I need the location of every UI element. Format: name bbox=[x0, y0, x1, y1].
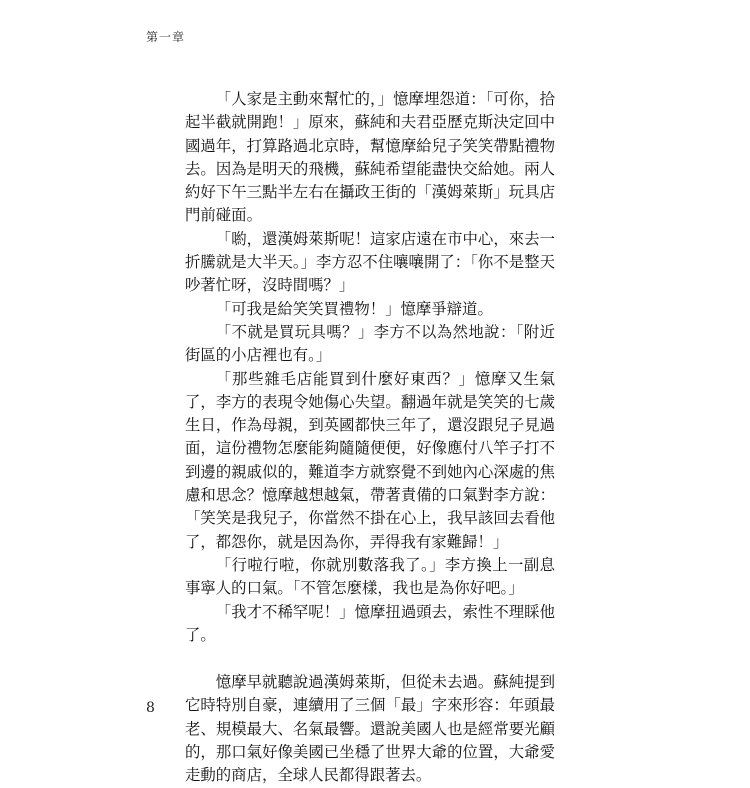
paragraph: 「不就是買玩具嗎？」李方不以為然地說：「附近街區的小店裡也有。」 bbox=[185, 322, 555, 365]
paragraph: 「可我是給笑笑買禮物！」憶摩爭辯道。 bbox=[215, 299, 493, 318]
paragraph: 「我才不稀罕呢！」憶摩扭過頭去，索性不理睬他了。 bbox=[185, 602, 555, 644]
paragraph: 憶摩早就聽說過漢姆萊斯，但從未去過。蘇純提到它時特別自豪，連續用了三個「最」字來形容：年頭最老、規模最大、名氣最響。還說美國人也是經常要光顧的，那口氣好像美國已坐穩了世界大爺的位置，大爺愛走動的商店，全球人民都得跟著去。 bbox=[185, 673, 555, 785]
paragraph: 「人家是主動來幫忙的，」憶摩埋怨道：「可你，拾起半截就開跑！」原來，蘇純和夫君亞歷克斯決定回中國過年，打算路過北京時，幫憶摩給兒子笑笑帶點禮物去。因為是明天的飛機，蘇純希望能盡快交給她。兩人約好下午三點半左右在攝政王街的「漢姆萊斯」玩具店門前碰面。 bbox=[185, 90, 555, 225]
paragraph: 「喲，還漢姆萊斯呢！這家店遠在市中心，來去一折騰就是大半天。」李方忍不住嚷嚷開了：「你不是整天吵著忙呀，沒時間嗎？」 bbox=[185, 229, 555, 295]
paragraph: 「那些雜毛店能買到什麼好東西？」憶摩又生氣了，李方的表現令她傷心失望。翻過年就是笑笑的七歲生日，作為母親，到英國都快三年了，還沒跟兒子見過面，這份禮物怎麼能夠隨隨便便，好像應付八竿子打不到邊的親戚似的，難道李方就察覺不到她內心深處的焦慮和思念？憶摩越想越氣，帶著責備的口氣對李方說：「笑笑是我兒子，你當然不掛在心上，我早該回去看他了，都怨你，就是因為你，弄得我有家難歸！」 bbox=[185, 369, 555, 551]
paragraph: 「行啦行啦，你就別數落我了。」李方換上一副息事寧人的口氣。「不管怎麼樣，我也是為你好吧。」 bbox=[185, 555, 555, 598]
page-number: 8 bbox=[146, 700, 155, 716]
body-text bbox=[185, 88, 555, 788]
section-break bbox=[185, 647, 555, 671]
chapter-header: 第一章 bbox=[146, 30, 186, 44]
